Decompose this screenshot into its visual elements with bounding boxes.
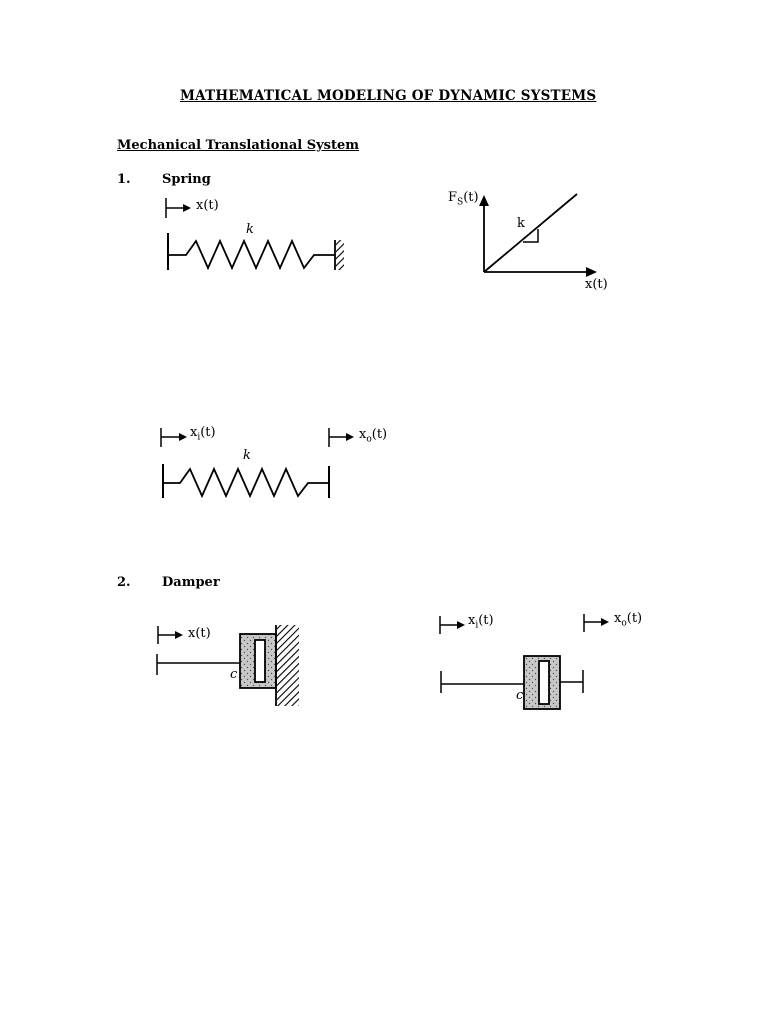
spring-input-tail: (t) bbox=[200, 425, 216, 440]
damper-output-base: x bbox=[614, 611, 622, 626]
damper-output-sub: o bbox=[621, 618, 627, 629]
output-arrow bbox=[584, 614, 609, 632]
damper-input-base: x bbox=[468, 613, 476, 628]
force-line bbox=[484, 194, 577, 272]
damper-output-tail: (t) bbox=[626, 611, 643, 626]
page-title: MATHEMATICAL MODELING OF DYNAMIC SYSTEMS bbox=[180, 88, 597, 104]
spring-output-sub: o bbox=[366, 434, 372, 445]
spring-coil bbox=[163, 469, 329, 496]
spring-output-label bbox=[359, 427, 387, 445]
spring-graph bbox=[479, 194, 597, 277]
y-axis-arrowhead bbox=[479, 195, 489, 206]
section-1-heading: Spring bbox=[162, 172, 211, 187]
damper-input-label bbox=[468, 613, 494, 631]
damper-input-sub: i bbox=[475, 620, 479, 631]
spring-input-sub: i bbox=[197, 432, 201, 443]
spring-input-base: x bbox=[190, 425, 198, 440]
graph-y-label bbox=[448, 190, 479, 208]
output-arrow bbox=[329, 428, 354, 447]
graph-y-base: F bbox=[448, 190, 458, 205]
section-2-heading: Damper bbox=[162, 575, 220, 590]
spring-input-label bbox=[190, 425, 216, 443]
spring-output-base: x bbox=[359, 427, 367, 442]
damper-displacement-label: x(t) bbox=[188, 626, 211, 641]
piston bbox=[539, 661, 549, 704]
x-axis-arrowhead bbox=[586, 267, 597, 277]
wall-hatch bbox=[277, 625, 299, 706]
damper-input-tail: (t) bbox=[478, 613, 494, 628]
spring-stiffness-label: k bbox=[246, 222, 254, 237]
input-arrow bbox=[440, 616, 465, 634]
graph-slope-label: k bbox=[517, 216, 525, 231]
graph-y-sub: S bbox=[457, 197, 464, 208]
displacement-arrow bbox=[166, 198, 191, 218]
damper-free-coefficient-label: c bbox=[516, 688, 524, 703]
damper-free-diagram bbox=[440, 614, 609, 709]
slope-triangle bbox=[523, 229, 538, 242]
damper-output-label bbox=[614, 611, 642, 629]
section-2-number: 2. bbox=[117, 575, 131, 590]
graph-x-label: x(t) bbox=[585, 277, 608, 292]
input-arrow bbox=[161, 428, 187, 447]
section-1-number: 1. bbox=[117, 172, 131, 187]
spring-fixed-diagram bbox=[166, 198, 344, 270]
graph-y-tail: (t) bbox=[463, 190, 479, 205]
displacement-arrow bbox=[158, 626, 183, 644]
damper-fixed-diagram bbox=[157, 625, 299, 706]
piston bbox=[255, 640, 265, 682]
spring-output-tail: (t) bbox=[371, 427, 388, 442]
spring-coil bbox=[168, 241, 335, 268]
spring-free-stiffness-label: k bbox=[243, 448, 251, 463]
wall-hatch bbox=[336, 240, 344, 270]
damper-coefficient-label: c bbox=[230, 667, 238, 682]
section-subtitle: Mechanical Translational System bbox=[117, 138, 360, 153]
spring-displacement-label: x(t) bbox=[196, 198, 219, 213]
